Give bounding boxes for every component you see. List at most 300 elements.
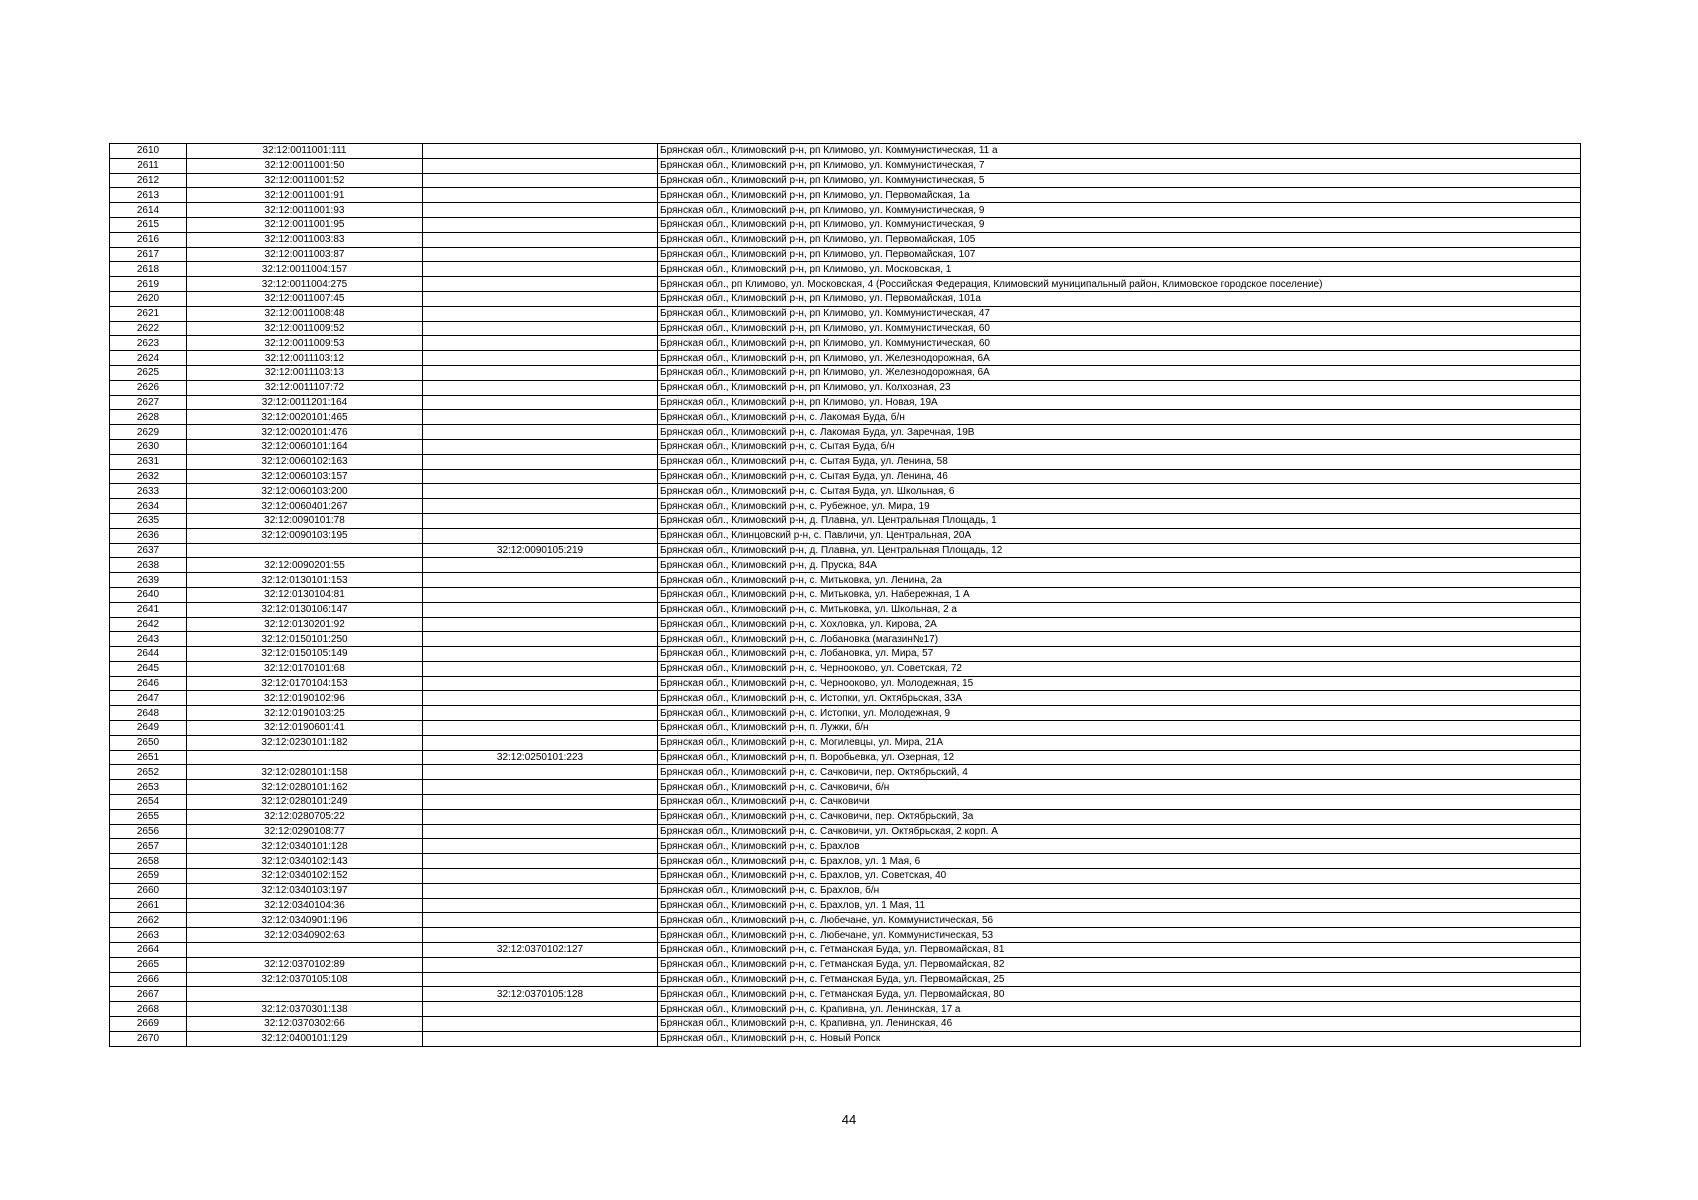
cadastral-number-alt-cell: [423, 499, 658, 514]
table-row: [110, 809, 1581, 824]
row-number-cell: 2668: [110, 1002, 187, 1017]
row-number-cell: 2641: [110, 602, 187, 617]
row-number-cell: 2632: [110, 469, 187, 484]
cadastral-number-cell: 32:12:0011009:53: [187, 336, 423, 351]
cadastral-number-alt-cell: [423, 425, 658, 440]
row-number-cell: 2613: [110, 188, 187, 203]
table-row: [110, 913, 1581, 928]
address-cell: Брянская обл., Климовский р-н, с. Крапивна, ул. Ленинская, 46: [658, 1017, 1581, 1032]
cadastral-number-cell: 32:12:0011107:72: [187, 380, 423, 395]
cadastral-number-cell: 32:12:0340901:196: [187, 913, 423, 928]
table-row: [110, 928, 1581, 943]
address-cell: Брянская обл., Климовский р-н, рп Климово, ул. Железнодорожная, 6А: [658, 351, 1581, 366]
table-row: [110, 795, 1581, 810]
cadastral-number-cell: 32:12:0060101:164: [187, 439, 423, 454]
cadastral-number-alt-cell: [423, 262, 658, 277]
cadastral-number-alt-cell: [423, 217, 658, 232]
address-cell: Брянская обл., Климовский р-н, рп Климово, ул. Первомайская, 1а: [658, 188, 1581, 203]
table-row: [110, 306, 1581, 321]
address-cell: Брянская обл., Климовский р-н, рп Климово, ул. Коммунистическая, 9: [658, 217, 1581, 232]
page-number: 44: [841, 1112, 857, 1127]
cadastral-number-cell: 32:12:0280101:162: [187, 780, 423, 795]
table-row: [110, 943, 1581, 958]
table-row: [110, 869, 1581, 884]
address-cell: Брянская обл., Климовский р-н, с. Чернооково, ул. Советская, 72: [658, 661, 1581, 676]
cadastral-number-alt-cell: [423, 232, 658, 247]
address-cell: Брянская обл., Климовский р-н, с. Чернооково, ул. Молодежная, 15: [658, 676, 1581, 691]
cadastral-number-cell: 32:12:0340101:128: [187, 839, 423, 854]
address-cell: Брянская обл., Климовский р-н, п. Воробьевка, ул. Озерная, 12: [658, 750, 1581, 765]
table-row: [110, 513, 1581, 528]
address-cell: Брянская обл., Климовский р-н, с. Брахлов: [658, 839, 1581, 854]
table-row: [110, 854, 1581, 869]
cadastral-number-cell: 32:12:0130106:147: [187, 602, 423, 617]
cadastral-number-cell: 32:12:0011009:52: [187, 321, 423, 336]
table-body: [110, 144, 1581, 1047]
address-cell: Брянская обл., Климовский р-н, рп Климово, ул. Первомайская, 107: [658, 247, 1581, 262]
address-cell: Брянская обл., Климовский р-н, рп Климово, ул. Коммунистическая, 47: [658, 306, 1581, 321]
cadastral-number-alt-cell: [423, 676, 658, 691]
cadastral-number-cell: 32:12:0011001:111: [187, 144, 423, 159]
address-cell: Брянская обл., Климовский р-н, с. Гетманская Буда, ул. Первомайская, 80: [658, 987, 1581, 1002]
cadastral-number-cell: [187, 943, 423, 958]
cadastral-number-cell: 32:12:0060401:267: [187, 499, 423, 514]
row-number-cell: 2636: [110, 528, 187, 543]
table-row: [110, 158, 1581, 173]
cadastral-number-cell: 32:12:0340102:152: [187, 869, 423, 884]
row-number-cell: 2628: [110, 410, 187, 425]
cadastral-number-cell: 32:12:0130104:81: [187, 587, 423, 602]
row-number-cell: 2624: [110, 351, 187, 366]
cadastral-number-alt-cell: [423, 765, 658, 780]
cadastral-number-cell: 32:12:0280705:22: [187, 809, 423, 824]
table-row: [110, 203, 1581, 218]
address-cell: Брянская обл., Климовский р-н, с. Рубежное, ул. Мира, 19: [658, 499, 1581, 514]
table-row: [110, 602, 1581, 617]
address-cell: Брянская обл., Климовский р-н, рп Климово, ул. Первомайская, 105: [658, 232, 1581, 247]
table-row: [110, 528, 1581, 543]
table-row: [110, 898, 1581, 913]
cadastral-number-cell: 32:12:0190102:96: [187, 691, 423, 706]
cadastral-number-alt-cell: [423, 913, 658, 928]
row-number-cell: 2625: [110, 365, 187, 380]
cadastral-number-alt-cell: [423, 617, 658, 632]
row-number-cell: 2611: [110, 158, 187, 173]
address-cell: Брянская обл., Клинцовский р-н, с. Павличи, ул. Центральная, 20А: [658, 528, 1581, 543]
address-cell: Брянская обл., Климовский р-н, рп Климово, ул. Коммунистическая, 5: [658, 173, 1581, 188]
cadastral-number-cell: 32:12:0060103:157: [187, 469, 423, 484]
cadastral-number-cell: 32:12:0290108:77: [187, 824, 423, 839]
cadastral-number-alt-cell: [423, 780, 658, 795]
cadastral-number-alt-cell: [423, 573, 658, 588]
row-number-cell: 2633: [110, 484, 187, 499]
table-row: [110, 454, 1581, 469]
cadastral-number-alt-cell: [423, 1031, 658, 1046]
cadastral-number-alt-cell: [423, 735, 658, 750]
table-row: [110, 972, 1581, 987]
property-table: [109, 143, 1581, 1047]
row-number-cell: 2670: [110, 1031, 187, 1046]
row-number-cell: 2664: [110, 943, 187, 958]
cadastral-number-alt-cell: [423, 247, 658, 262]
table-row: [110, 277, 1581, 292]
address-cell: Брянская обл., Климовский р-н, д. Плавна, ул. Центральная Площадь, 1: [658, 513, 1581, 528]
table-row: [110, 957, 1581, 972]
address-cell: Брянская обл., Климовский р-н, с. Сытая Буда, ул. Ленина, 46: [658, 469, 1581, 484]
cadastral-number-alt-cell: 32:12:0250101:223: [423, 750, 658, 765]
cadastral-number-alt-cell: [423, 173, 658, 188]
address-cell: Брянская обл., Климовский р-н, с. Митьковка, ул. Набережная, 1 А: [658, 587, 1581, 602]
table-row: [110, 380, 1581, 395]
cadastral-number-cell: 32:12:0340103:197: [187, 883, 423, 898]
table-row: [110, 365, 1581, 380]
cadastral-number-alt-cell: [423, 410, 658, 425]
row-number-cell: 2618: [110, 262, 187, 277]
table-row: [110, 721, 1581, 736]
address-cell: Брянская обл., Климовский р-н, с. Сачковичи: [658, 795, 1581, 810]
row-number-cell: 2651: [110, 750, 187, 765]
cadastral-number-cell: 32:12:0150105:149: [187, 647, 423, 662]
row-number-cell: 2638: [110, 558, 187, 573]
row-number-cell: 2655: [110, 809, 187, 824]
cadastral-number-cell: 32:12:0060103:200: [187, 484, 423, 499]
row-number-cell: 2663: [110, 928, 187, 943]
cadastral-number-cell: 32:12:0011001:52: [187, 173, 423, 188]
cadastral-number-cell: 32:12:0090101:78: [187, 513, 423, 528]
table-row: [110, 987, 1581, 1002]
cadastral-number-alt-cell: [423, 809, 658, 824]
cadastral-number-alt-cell: [423, 1002, 658, 1017]
cadastral-number-alt-cell: 32:12:0370102:127: [423, 943, 658, 958]
row-number-cell: 2615: [110, 217, 187, 232]
row-number-cell: 2662: [110, 913, 187, 928]
address-cell: Брянская обл., Климовский р-н, с. Могилевцы, ул. Мира, 21А: [658, 735, 1581, 750]
cadastral-number-cell: 32:12:0011001:91: [187, 188, 423, 203]
table-row: [110, 425, 1581, 440]
cadastral-number-alt-cell: [423, 647, 658, 662]
cadastral-number-cell: 32:12:0130201:92: [187, 617, 423, 632]
cadastral-number-cell: 32:12:0020101:476: [187, 425, 423, 440]
cadastral-number-alt-cell: [423, 795, 658, 810]
cadastral-number-alt-cell: [423, 928, 658, 943]
row-number-cell: 2643: [110, 632, 187, 647]
address-cell: Брянская обл., Климовский р-н, с. Любечане, ул. Коммунистическая, 56: [658, 913, 1581, 928]
cadastral-number-cell: 32:12:0011001:50: [187, 158, 423, 173]
row-number-cell: 2635: [110, 513, 187, 528]
row-number-cell: 2669: [110, 1017, 187, 1032]
table-row: [110, 839, 1581, 854]
cadastral-number-alt-cell: [423, 158, 658, 173]
row-number-cell: 2659: [110, 869, 187, 884]
address-cell: Брянская обл., Климовский р-н, с. Митьковка, ул. Школьная, 2 а: [658, 602, 1581, 617]
row-number-cell: 2629: [110, 425, 187, 440]
cadastral-number-alt-cell: [423, 291, 658, 306]
address-cell: Брянская обл., Климовский р-н, с. Брахлов, ул. 1 Мая, 11: [658, 898, 1581, 913]
cadastral-number-alt-cell: [423, 528, 658, 543]
cadastral-number-alt-cell: [423, 380, 658, 395]
cadastral-number-cell: 32:12:0370102:89: [187, 957, 423, 972]
cadastral-number-cell: 32:12:0130101:153: [187, 573, 423, 588]
table-row: [110, 247, 1581, 262]
row-number-cell: 2657: [110, 839, 187, 854]
address-cell: Брянская обл., Климовский р-н, с. Сачковичи, пер. Октябрьский, 3а: [658, 809, 1581, 824]
cadastral-number-alt-cell: [423, 824, 658, 839]
cadastral-number-cell: 32:12:0011008:48: [187, 306, 423, 321]
cadastral-number-cell: 32:12:0230101:182: [187, 735, 423, 750]
table-row: [110, 188, 1581, 203]
cadastral-number-cell: 32:12:0011001:93: [187, 203, 423, 218]
table-row: [110, 1017, 1581, 1032]
table-row: [110, 632, 1581, 647]
address-cell: Брянская обл., Климовский р-н, с. Сачковичи, ул. Октябрьская, 2 корп. А: [658, 824, 1581, 839]
address-cell: Брянская обл., Климовский р-н, с. Сытая Буда, ул. Школьная, 6: [658, 484, 1581, 499]
cadastral-number-cell: 32:12:0011103:13: [187, 365, 423, 380]
cadastral-number-alt-cell: [423, 632, 658, 647]
row-number-cell: 2665: [110, 957, 187, 972]
table-row: [110, 573, 1581, 588]
address-cell: Брянская обл., Климовский р-н, с. Брахлов, б/н: [658, 883, 1581, 898]
table-row: [110, 410, 1581, 425]
cadastral-number-cell: 32:12:0011201:164: [187, 395, 423, 410]
cadastral-number-cell: 32:12:0011001:95: [187, 217, 423, 232]
table-row: [110, 173, 1581, 188]
row-number-cell: 2656: [110, 824, 187, 839]
row-number-cell: 2639: [110, 573, 187, 588]
address-cell: Брянская обл., Климовский р-н, д. Плавна, ул. Центральная Площадь, 12: [658, 543, 1581, 558]
table-row: [110, 765, 1581, 780]
address-cell: Брянская обл., Климовский р-н, с. Сачковичи, пер. Октябрьский, 4: [658, 765, 1581, 780]
table-row: [110, 587, 1581, 602]
cadastral-number-alt-cell: [423, 439, 658, 454]
cadastral-number-cell: 32:12:0011007:45: [187, 291, 423, 306]
row-number-cell: 2631: [110, 454, 187, 469]
cadastral-number-alt-cell: [423, 957, 658, 972]
cadastral-number-alt-cell: [423, 706, 658, 721]
table-row: [110, 750, 1581, 765]
cadastral-number-cell: 32:12:0011004:275: [187, 277, 423, 292]
address-cell: Брянская обл., рп Климово, ул. Московская, 4 (Российская Федерация, Климовский муниципальный район, Климовское городское поселение): [658, 277, 1581, 292]
table-row: [110, 484, 1581, 499]
row-number-cell: 2658: [110, 854, 187, 869]
cadastral-number-alt-cell: 32:12:0370105:128: [423, 987, 658, 1002]
cadastral-number-alt-cell: [423, 484, 658, 499]
address-cell: Брянская обл., Климовский р-н, с. Хохловка, ул. Кирова, 2А: [658, 617, 1581, 632]
cadastral-number-alt-cell: [423, 306, 658, 321]
cadastral-number-cell: 32:12:0370301:138: [187, 1002, 423, 1017]
cadastral-number-cell: 32:12:0060102:163: [187, 454, 423, 469]
cadastral-number-cell: 32:12:0150101:250: [187, 632, 423, 647]
row-number-cell: 2653: [110, 780, 187, 795]
table-row: [110, 351, 1581, 366]
cadastral-number-cell: 32:12:0190103:25: [187, 706, 423, 721]
row-number-cell: 2623: [110, 336, 187, 351]
row-number-cell: 2640: [110, 587, 187, 602]
cadastral-number-cell: 32:12:0370105:108: [187, 972, 423, 987]
table-row: [110, 883, 1581, 898]
cadastral-number-cell: 32:12:0090201:55: [187, 558, 423, 573]
table-row: [110, 558, 1581, 573]
cadastral-number-alt-cell: [423, 854, 658, 869]
cadastral-number-cell: 32:12:0170101:68: [187, 661, 423, 676]
cadastral-number-cell: 32:12:0011003:87: [187, 247, 423, 262]
address-cell: Брянская обл., Климовский р-н, с. Истопки, ул. Октябрьская, 33А: [658, 691, 1581, 706]
row-number-cell: 2619: [110, 277, 187, 292]
cadastral-number-cell: [187, 750, 423, 765]
row-number-cell: 2645: [110, 661, 187, 676]
cadastral-number-alt-cell: 32:12:0090105:219: [423, 543, 658, 558]
table-row: [110, 661, 1581, 676]
address-cell: Брянская обл., Климовский р-н, с. Крапивна, ул. Ленинская, 17 а: [658, 1002, 1581, 1017]
row-number-cell: 2622: [110, 321, 187, 336]
cadastral-number-cell: 32:12:0280101:249: [187, 795, 423, 810]
cadastral-number-cell: 32:12:0011004:157: [187, 262, 423, 277]
address-cell: Брянская обл., Климовский р-н, рп Климово, ул. Коммунистическая, 60: [658, 336, 1581, 351]
address-cell: Брянская обл., Климовский р-н, с. Сытая Буда, б/н: [658, 439, 1581, 454]
address-cell: Брянская обл., Климовский р-н, с. Брахлов, ул. 1 Мая, 6: [658, 854, 1581, 869]
table-row: [110, 321, 1581, 336]
cadastral-number-alt-cell: [423, 513, 658, 528]
table-row: [110, 1002, 1581, 1017]
address-cell: Брянская обл., Климовский р-н, с. Любечане, ул. Коммунистическая, 53: [658, 928, 1581, 943]
table-row: [110, 676, 1581, 691]
address-cell: Брянская обл., Климовский р-н, рп Климово, ул. Колхозная, 23: [658, 380, 1581, 395]
table-row: [110, 1031, 1581, 1046]
cadastral-number-alt-cell: [423, 469, 658, 484]
cadastral-number-alt-cell: [423, 1017, 658, 1032]
address-cell: Брянская обл., Климовский р-н, с. Митьковка, ул. Ленина, 2а: [658, 573, 1581, 588]
row-number-cell: 2648: [110, 706, 187, 721]
cadastral-number-alt-cell: [423, 365, 658, 380]
address-cell: Брянская обл., Климовский р-н, рп Климово, ул. Коммунистическая, 7: [658, 158, 1581, 173]
cadastral-number-alt-cell: [423, 661, 658, 676]
cadastral-number-cell: 32:12:0190601:41: [187, 721, 423, 736]
table-row: [110, 395, 1581, 410]
row-number-cell: 2652: [110, 765, 187, 780]
table-row: [110, 291, 1581, 306]
cadastral-number-cell: 32:12:0370302:66: [187, 1017, 423, 1032]
address-cell: Брянская обл., Климовский р-н, с. Гетманская Буда, ул. Первомайская, 81: [658, 943, 1581, 958]
cadastral-number-alt-cell: [423, 203, 658, 218]
address-cell: Брянская обл., Климовский р-н, рп Климово, ул. Московская, 1: [658, 262, 1581, 277]
cadastral-number-cell: 32:12:0020101:465: [187, 410, 423, 425]
cadastral-number-alt-cell: [423, 188, 658, 203]
cadastral-number-alt-cell: [423, 972, 658, 987]
cadastral-number-alt-cell: [423, 351, 658, 366]
table-row: [110, 543, 1581, 558]
table-row: [110, 232, 1581, 247]
table-row: [110, 262, 1581, 277]
cadastral-number-cell: 32:12:0340104:36: [187, 898, 423, 913]
address-cell: Брянская обл., Климовский р-н, с. Истопки, ул. Молодежная, 9: [658, 706, 1581, 721]
address-cell: Брянская обл., Климовский р-н, с. Сачковичи, б/н: [658, 780, 1581, 795]
row-number-cell: 2626: [110, 380, 187, 395]
address-cell: Брянская обл., Климовский р-н, с. Лобановка (магазин№17): [658, 632, 1581, 647]
cadastral-number-alt-cell: [423, 883, 658, 898]
address-cell: Брянская обл., Климовский р-н, с. Лобановка, ул. Мира, 57: [658, 647, 1581, 662]
address-cell: Брянская обл., Климовский р-н, с. Сытая Буда, ул. Ленина, 58: [658, 454, 1581, 469]
cadastral-number-alt-cell: [423, 602, 658, 617]
address-cell: Брянская обл., Климовский р-н, с. Гетманская Буда, ул. Первомайская, 82: [658, 957, 1581, 972]
row-number-cell: 2661: [110, 898, 187, 913]
cadastral-number-cell: 32:12:0340902:63: [187, 928, 423, 943]
cadastral-number-cell: 32:12:0400101:129: [187, 1031, 423, 1046]
address-cell: Брянская обл., Климовский р-н, рп Климово, ул. Коммунистическая, 60: [658, 321, 1581, 336]
table-row: [110, 647, 1581, 662]
cadastral-number-cell: 32:12:0011003:83: [187, 232, 423, 247]
row-number-cell: 2644: [110, 647, 187, 662]
address-cell: Брянская обл., Климовский р-н, с. Лакомая Буда, ул. Заречная, 19В: [658, 425, 1581, 440]
cadastral-number-alt-cell: [423, 395, 658, 410]
row-number-cell: 2637: [110, 543, 187, 558]
row-number-cell: 2650: [110, 735, 187, 750]
row-number-cell: 2649: [110, 721, 187, 736]
cadastral-number-cell: 32:12:0090103:195: [187, 528, 423, 543]
cadastral-number-alt-cell: [423, 839, 658, 854]
cadastral-number-cell: [187, 987, 423, 1002]
cadastral-number-alt-cell: [423, 336, 658, 351]
row-number-cell: 2630: [110, 439, 187, 454]
address-cell: Брянская обл., Климовский р-н, д. Пруска, 84А: [658, 558, 1581, 573]
row-number-cell: 2634: [110, 499, 187, 514]
table-row: [110, 735, 1581, 750]
address-cell: Брянская обл., Климовский р-н, с. Лакомая Буда, б/н: [658, 410, 1581, 425]
row-number-cell: 2617: [110, 247, 187, 262]
address-cell: Брянская обл., Климовский р-н, рп Климово, ул. Коммунистическая, 11 а: [658, 144, 1581, 159]
table-row: [110, 691, 1581, 706]
cadastral-number-cell: [187, 543, 423, 558]
table-row: [110, 336, 1581, 351]
cadastral-number-cell: 32:12:0170104:153: [187, 676, 423, 691]
table-row: [110, 217, 1581, 232]
cadastral-number-alt-cell: [423, 454, 658, 469]
table-row: [110, 824, 1581, 839]
address-cell: Брянская обл., Климовский р-н, рп Климово, ул. Железнодорожная, 6А: [658, 365, 1581, 380]
row-number-cell: 2620: [110, 291, 187, 306]
row-number-cell: 2660: [110, 883, 187, 898]
table-row: [110, 469, 1581, 484]
cadastral-number-alt-cell: [423, 587, 658, 602]
row-number-cell: 2612: [110, 173, 187, 188]
cadastral-number-alt-cell: [423, 321, 658, 336]
table-row: [110, 144, 1581, 159]
address-cell: Брянская обл., Климовский р-н, рп Климово, ул. Коммунистическая, 9: [658, 203, 1581, 218]
cadastral-number-cell: 32:12:0340102:143: [187, 854, 423, 869]
table-row: [110, 780, 1581, 795]
address-cell: Брянская обл., Климовский р-н, с. Гетманская Буда, ул. Первомайская, 25: [658, 972, 1581, 987]
row-number-cell: 2627: [110, 395, 187, 410]
cadastral-number-alt-cell: [423, 277, 658, 292]
row-number-cell: 2646: [110, 676, 187, 691]
table-row: [110, 617, 1581, 632]
row-number-cell: 2666: [110, 972, 187, 987]
cadastral-number-alt-cell: [423, 144, 658, 159]
table-row: [110, 439, 1581, 454]
row-number-cell: 2647: [110, 691, 187, 706]
address-cell: Брянская обл., Климовский р-н, с. Брахлов, ул. Советская, 40: [658, 869, 1581, 884]
row-number-cell: 2642: [110, 617, 187, 632]
cadastral-number-cell: 32:12:0280101:158: [187, 765, 423, 780]
cadastral-number-cell: 32:12:0011103:12: [187, 351, 423, 366]
row-number-cell: 2621: [110, 306, 187, 321]
row-number-cell: 2614: [110, 203, 187, 218]
table-row: [110, 499, 1581, 514]
address-cell: Брянская обл., Климовский р-н, с. Новый Ропск: [658, 1031, 1581, 1046]
cadastral-number-alt-cell: [423, 898, 658, 913]
cadastral-number-alt-cell: [423, 691, 658, 706]
cadastral-number-alt-cell: [423, 869, 658, 884]
row-number-cell: 2610: [110, 144, 187, 159]
row-number-cell: 2667: [110, 987, 187, 1002]
